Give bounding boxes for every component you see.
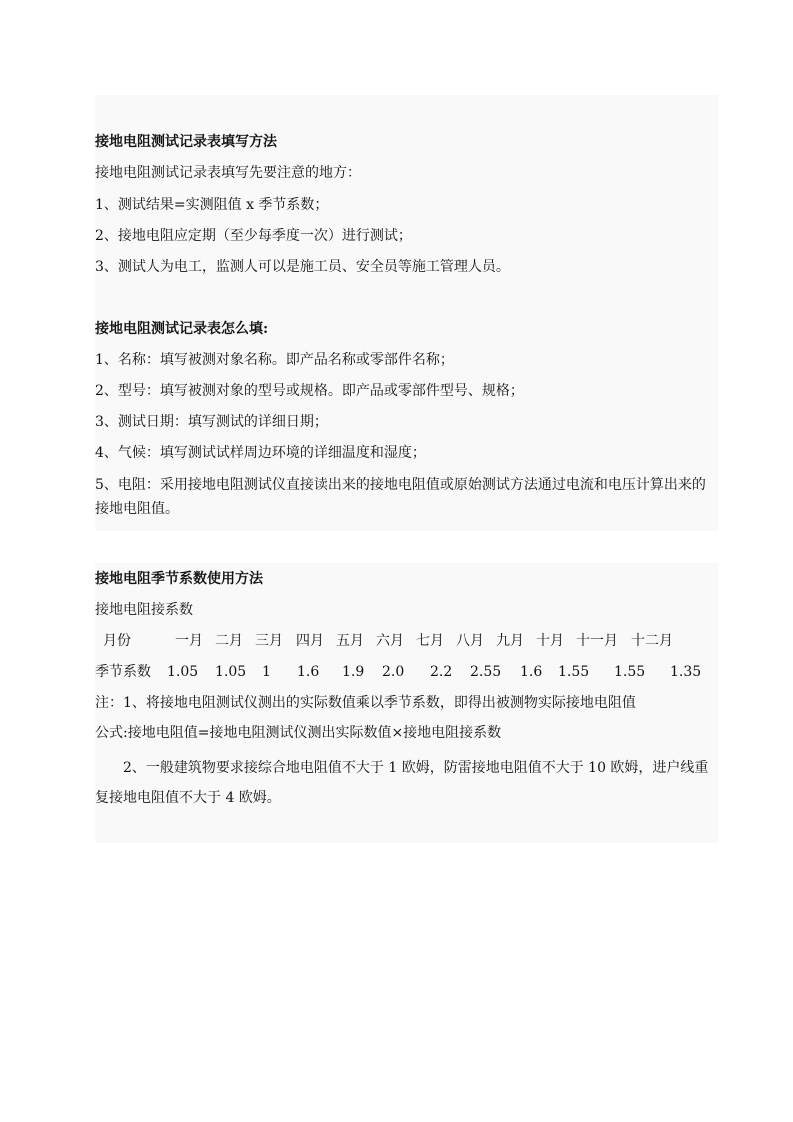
month-cell: 十一月 xyxy=(576,633,618,649)
month-cell: 十二月 xyxy=(631,633,673,649)
coef-cell: 1.55 xyxy=(614,664,646,680)
month-cell: 六月 xyxy=(376,633,404,649)
coef-cell: 2.2 xyxy=(430,664,453,680)
list-item: 4、气候：填写测试试样周边环境的详细温度和湿度； xyxy=(95,445,426,461)
coef-cell: 1.05 xyxy=(215,664,247,680)
month-cell: 十月 xyxy=(536,633,564,649)
note-1: 注：1、将接地电阻测试仪测出的实际数值乘以季节系数，即得出被测物实际接地电阻值 xyxy=(95,695,636,711)
month-cell: 一月 xyxy=(175,633,203,649)
coef-cell: 1.6 xyxy=(520,664,543,680)
month-cell: 五月 xyxy=(336,633,364,649)
list-item: 3、测试日期：填写测试的详细日期； xyxy=(95,414,328,430)
formula: 公式:接地电阻值=接地电阻测试仪测出实际数值×接地电阻接系数 xyxy=(95,725,502,741)
coef-row xyxy=(95,662,715,682)
month-header: 月份 xyxy=(103,633,131,649)
table-caption: 接地电阻接系数 xyxy=(95,602,193,618)
coef-cell: 2.0 xyxy=(382,664,405,680)
coef-cell: 1.05 xyxy=(167,664,199,680)
month-cell: 九月 xyxy=(496,633,524,649)
note-item: 2、接地电阻应定期（至少每季度一次）进行测试； xyxy=(95,228,412,244)
coef-cell: 1 xyxy=(262,664,271,680)
coef-cell: 2.55 xyxy=(470,664,502,680)
section-1 xyxy=(95,95,718,531)
list-item: 5、电阻：采用接地电阻测试仪直接读出来的接地电阻值或原始测试方法通过电流和电压计算出来的接地电阻值。 xyxy=(95,477,706,517)
coef-cell: 1.55 xyxy=(558,664,590,680)
month-cell: 七月 xyxy=(416,633,444,649)
month-cell: 三月 xyxy=(255,633,283,649)
section-2 xyxy=(95,563,718,843)
list-item: 1、名称：填写被测对象名称。即产品名称或零部件名称； xyxy=(95,352,454,368)
section-1-subtitle: 接地电阻测试记录表怎么填: xyxy=(95,321,269,337)
list-item: 2、型号：填写被测对象的型号或规格。即产品或零部件型号、规格； xyxy=(95,383,524,399)
coef-cell: 1.6 xyxy=(297,664,320,680)
month-cell: 二月 xyxy=(215,633,243,649)
month-row xyxy=(95,631,715,651)
section-2-title: 接地电阻季节系数使用方法 xyxy=(95,571,263,587)
coef-header: 季节系数 xyxy=(95,664,151,680)
coef-cell: 1.9 xyxy=(342,664,365,680)
coef-cell: 1.35 xyxy=(670,664,702,680)
note-item: 1、测试结果=实测阻值 x 季节系数； xyxy=(95,197,329,213)
section-1-intro: 接地电阻测试记录表填写先要注意的地方： xyxy=(95,165,361,181)
month-cell: 八月 xyxy=(456,633,484,649)
month-cell: 四月 xyxy=(296,633,324,649)
note-item: 3、测试人为电工，监测人可以是施工员、安全员等施工管理人员。 xyxy=(95,259,510,275)
note-2: 2、一般建筑物要求接综合地电阻值不大于 1 欧姆，防雷接地电阻值不大于 10 欧姆，进户线重复接地电阻值不大于 4 欧姆。 xyxy=(95,760,709,806)
section-1-title: 接地电阻测试记录表填写方法 xyxy=(95,134,277,150)
